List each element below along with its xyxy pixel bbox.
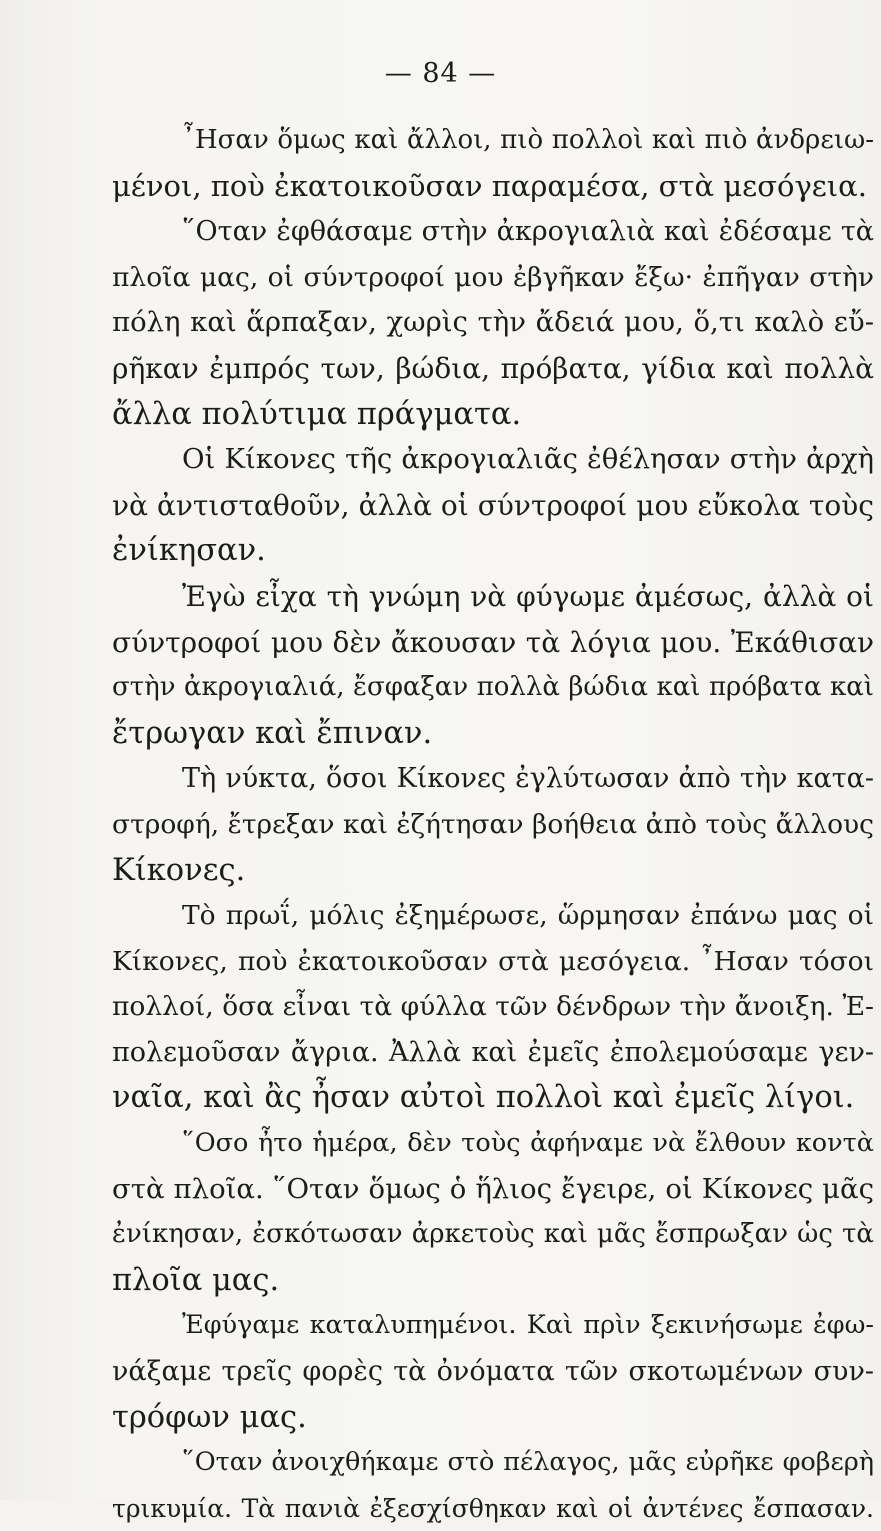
text-line: ναῖα, καὶ ἂς ἦσαν αὐτοὶ πολλοὶ καὶ ἐμεῖς λίγοι. <box>112 1080 855 1116</box>
text-line: ρῆκαν ἐμπρός των, βώδια, πρόβατα, γίδια καὶ πολλὰ <box>112 351 874 385</box>
text-line: Οἱ Κίκονες τῆς ἀκρογιαλιᾶς ἐθέλησαν στὴν ἀρχὴ <box>182 443 874 476</box>
text-line: στὰ πλοῖα. ῞Οταν ὅμως ὁ ἥλιος ἔγειρε, οἱ Κίκονες μᾶς <box>112 1172 874 1205</box>
text-line: πλοῖα μας. <box>112 1262 280 1298</box>
text-line: ῞Οταν ἐφθάσαμε στὴν ἀκρογιαλιὰ καὶ ἐδέσαμε τὰ <box>182 216 874 248</box>
text-line: σύντροφοί μου δὲν ἄκουσαν τὰ λόγια μου. Ἐκάθισαν <box>112 625 874 659</box>
text-line: νὰ ἀντισταθοῦν, ἀλλὰ οἱ σύντροφοί μου εὔκολα τοὺς <box>112 488 874 522</box>
text-line: Ἐγὼ εἶχα τὴ γνώμη νὰ φύγωμε ἀμέσως, ἀλλὰ οἱ <box>182 579 874 613</box>
text-line: στροφή, ἔτρεξαν καὶ ἐζήτησαν βοήθεια ἀπὸ τοὺς ἄλλους <box>112 808 874 840</box>
text-line: στὴν ἀκρογιαλιά, ἔσφαξαν πολλὰ βώδια καὶ πρόβατα καὶ <box>112 672 874 703</box>
text-line: ῞Οσο ἦτο ἡμέρα, δὲν τοὺς ἀφήναμε νὰ ἔλθουν κοντὰ <box>182 1128 874 1159</box>
body-text <box>112 118 874 1531</box>
text-line: τρόφων μας. <box>112 1399 307 1435</box>
text-line: πλοῖα μας, οἱ σύντροφοί μου ἐβγῆκαν ἔξω· ἐπῆγαν στὴν <box>112 261 874 293</box>
text-line: πολλοί, ὅσα εἶναι τὰ φύλλα τῶν δένδρων τὴν ἄνοιξη. Ἐ- <box>112 991 874 1023</box>
text-line: ῞Οταν ἀνοιχθήκαμε στὸ πέλαγος, μᾶς εὐρῆκε φοβερὴ <box>182 1447 874 1478</box>
text-line: μένοι, ποὺ ἐκατοικοῦσαν παραμέσα, στὰ μεσόγεια. <box>112 168 867 203</box>
text-line: ἐνίκησαν, ἐσκότωσαν ἀρκετοὺς καὶ μᾶς ἔσπρωξαν ὡς τὰ <box>112 1219 874 1250</box>
text-line: ἔτρωγαν καὶ ἔπιναν. <box>112 715 433 751</box>
page-number: — 84 — <box>384 58 497 89</box>
text-line: Κίκονες, ποὺ ἐκατοικοῦσαν στὰ μεσόγεια. ῏Ησαν τόσοι <box>112 945 874 977</box>
text-line: Τὸ πρωΐ, μόλις ἐξημέρωσε, ὥρμησαν ἐπάνω μας οἱ <box>182 900 874 932</box>
text-line: πολεμοῦσαν ἄγρια. Ἀλλὰ καὶ ἐμεῖς ἐπολεμούσαμε γεν- <box>112 1036 874 1068</box>
text-line: τρικυμία. Τὰ πανιὰ ἐξεσχίσθηκαν καὶ οἱ ἀντένες ἔσπασαν. <box>112 1493 874 1523</box>
text-line: ῏Ησαν ὅμως καὶ ἄλλοι, πιὸ πολλοὶ καὶ πιὸ ἀνδρειω- <box>182 125 874 155</box>
text-line: Κίκονες. <box>112 852 246 888</box>
text-line: ἄλλα πολύτιμα πράγματα. <box>112 396 522 432</box>
text-line: πόλη καὶ ἅρπαξαν, χωρὶς τὴν ἄδειά μου, ὅ,τι καλὸ εὔ- <box>112 306 874 339</box>
text-line: Ἐφύγαμε καταλυπημένοι. Καὶ πρὶν ξεκινήσωμε ἐφω- <box>182 1310 874 1341</box>
text-line: ἐνίκησαν. <box>112 533 266 569</box>
text-line: Τὴ νύκτα, ὅσοι Κίκονες ἐγλύτωσαν ἀπὸ τὴν κατα- <box>182 763 874 795</box>
text-line: νάξαμε τρεῖς φορὲς τὰ ὀνόματα τῶν σκοτωμένων συν- <box>112 1356 874 1388</box>
